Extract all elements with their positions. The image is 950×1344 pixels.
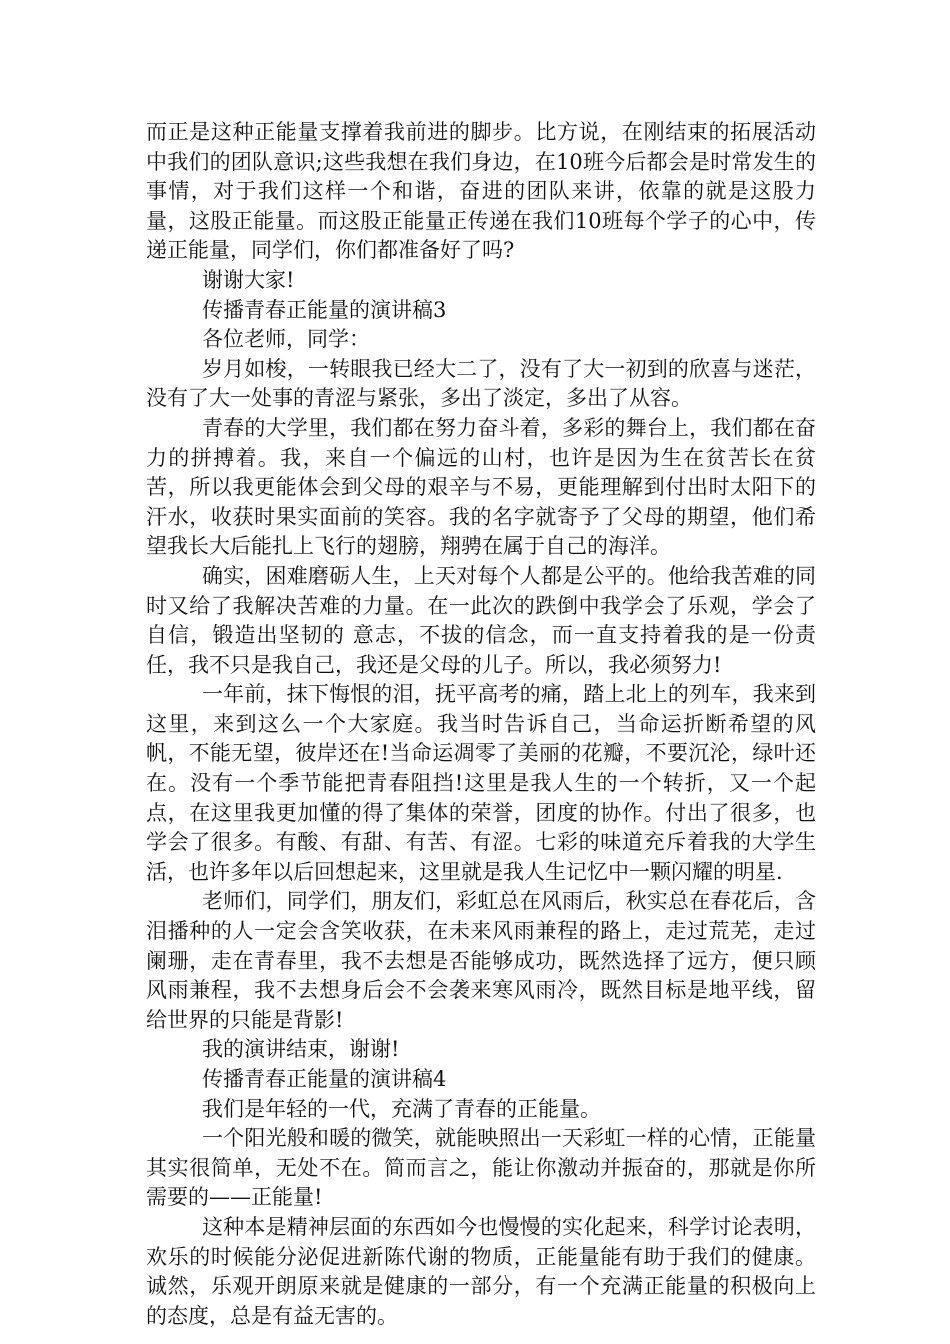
paragraph: 这种本是精神层面的东西如今也慢慢的实化起来，科学讨论表明，欢乐的时候能分泌促进新陈代谢的物质，正能量能有助于我们的健康。诚然，乐观开朗原来就是健康的一部分，有一个充满正能量的积极向上的态度，总是有益无害的。 <box>146 1214 816 1328</box>
closing-thanks: 谢谢大家! <box>202 267 295 292</box>
paragraph: 青春的大学里，我们都在努力奋斗着，多彩的舞台上，我们都在奋力的拼搏着。我，来自一个偏远的山村，也许是因为生在贫苦长在贫苦，所以我更能体会到父母的艰辛与不易，更能理解到付出时太阳下的汗水，收获时果实面前的笑容。我的名字就寄予了父母的期望，他们希望我长大后能扎上飞行的翅膀，翔骋在属于自己的海洋。 <box>146 415 816 559</box>
section-heading-4: 传播青春正能量的演讲稿4 <box>202 1067 447 1091</box>
paragraph: 一年前，抹下悔恨的泪，抚平高考的痛，踏上北上的列车，我来到这里，来到这么一个大家庭。我当时告诉自己，当命运折断希望的风帆，不能无望，彼岸还在!当命运凋零了美丽的花瓣，不要沉沦，绿叶还在。没有一个季节能把青春阻挡!这里是我人生的一个转折，又一个起点，在这里我更加懂的得了集体的荣誉，团度的协作。付出了很多，也学会了很多。有酸、有甜、有苦、有涩。七彩的味道充斥着我的大学生活，也许多年以后回想起来，这里就是我人生记忆中一颗闪耀的明星. <box>146 682 816 884</box>
paragraph: 而正是这种正能量支撑着我前进的脚步。比方说，在刚结束的拓展活动中我们的团队意识;这些我想在我们身边，在10班今后都会是时常发生的事情，对于我们这样一个和谐，奋进的团队来讲，依靠的就是这股力量，这股正能量。而这股正能量正传递在我们10班每个学子的心中，传递正能量，同学们，你们都准备好了吗? <box>146 120 816 263</box>
paragraph: 一个阳光般和暖的微笑，就能映照出一天彩虹一样的心情，正能量其实很简单，无处不在。简而言之，能让你激动并振奋的，那就是你所需要的——正能量! <box>146 1126 816 1210</box>
section-heading-3: 传播青春正能量的演讲稿3 <box>202 297 447 322</box>
paragraph: 我们是年轻的一代，充满了青春的正能量。 <box>202 1096 601 1121</box>
paragraph: 确实，困难磨砺人生，上天对每个人都是公平的。他给我苦难的同时又给了我解决苦难的力量。在一此次的跌倒中我学会了乐观，学会了自信，锻造出坚韧的 意志，不拔的信念，而一直支持着我的是一份责任，我不只是我自己，我还是父母的儿子。所以，我必须努力! <box>146 563 816 677</box>
document-body <box>146 118 816 1331</box>
salutation: 各位老师，同学： <box>202 327 370 352</box>
speech-ending: 我的演讲结束，谢谢! <box>202 1037 400 1062</box>
paragraph: 岁月如梭，一转眼我已经大二了，没有了大一初到的欣喜与迷茫，没有了大一处事的青涩与紧张，多出了淡定，多出了从容。 <box>146 356 816 411</box>
paragraph: 老师们，同学们，朋友们，彩虹总在风雨后，秋实总在春花后，含泪播种的人一定会含笑收获，在未来风雨兼程的路上，走过荒芜，走过阑珊，走在青春里，我不去想是否能够成功，既然选择了远方，便只顾风雨兼程，我不去想身后会不会袭来寒风雨冷，既然目标是地平线，留给世界的只能是背影! <box>146 889 816 1032</box>
